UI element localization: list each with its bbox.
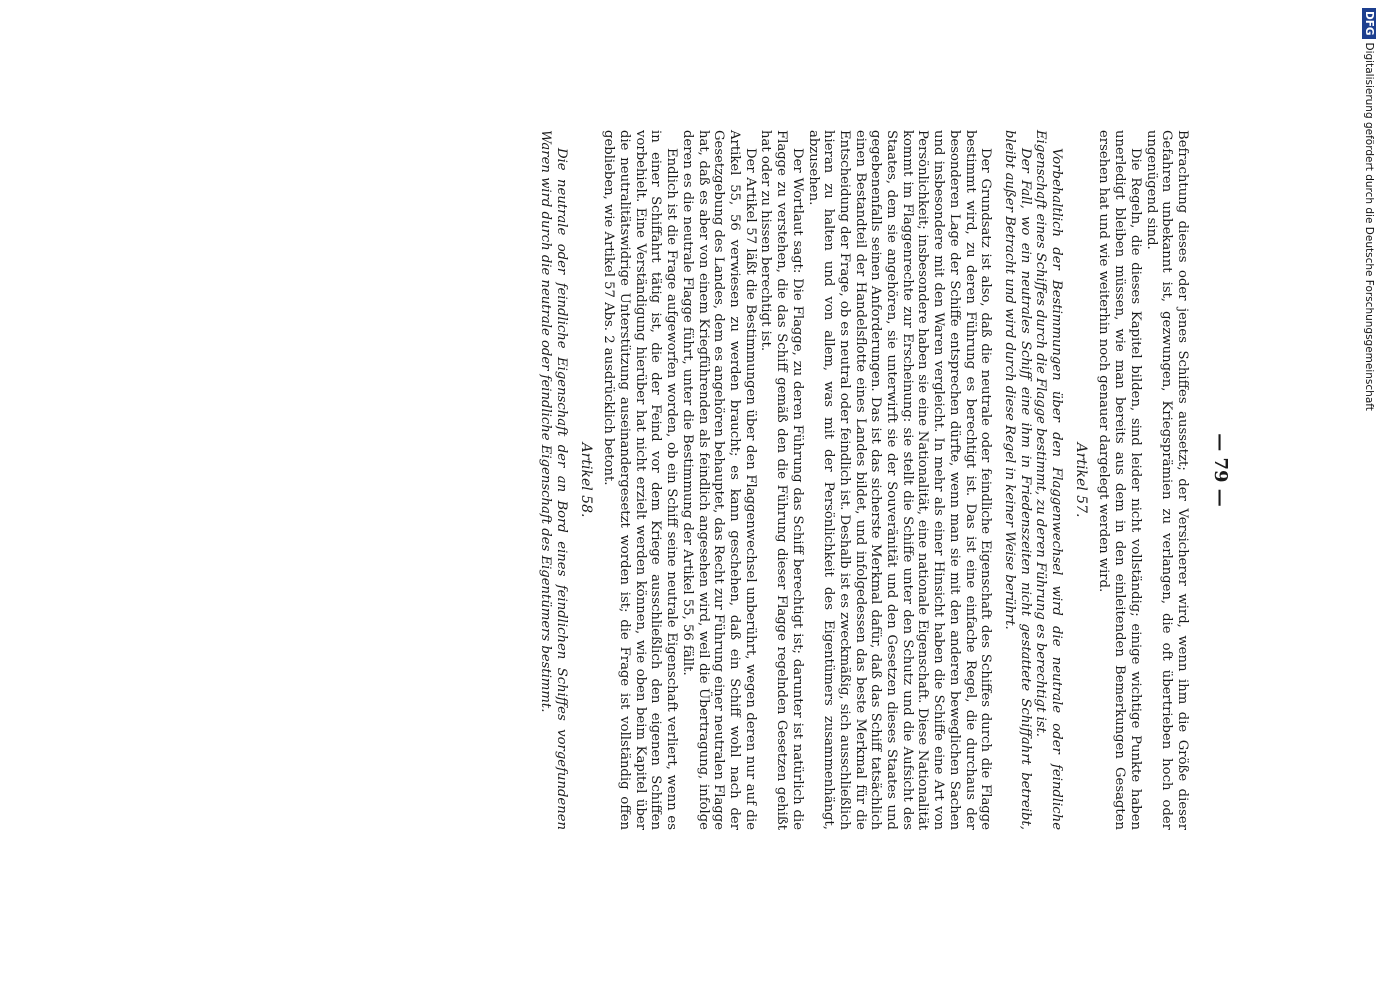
page-number-header: — 79 — [1210, 433, 1231, 507]
paragraph: Befrachtung dieses oder jenes Schiffes aussetzt; der Versicherer wird, wenn ihm die Größe dieser Gefahren unbekannt ist, gezwungen, Kriegsprämien zu verlangen, die oft übertrieben hoch oder ungenügend sind. [1143, 130, 1190, 830]
article-58-rule: Die neutrale oder feindliche Eigenschaft der an Bord eines feindlichen Schiffes vorgefundenen Waren wird durch die neutrale oder feindliche Eigenschaft des Eigentümers bestimmt. [538, 130, 569, 830]
paragraph: Die Regeln, die dieses Kapitel bilden, sind leider nicht vollständig; einige wichtige Punkte haben unerledigt bleiben müssen, wie man bereits aus dem in den einleitenden Bemerkungen Gesagten ersehen hat und wie weiterhin noch genauer dargelegt werden wird. [1096, 130, 1143, 830]
article-57-rule-1: Vorbehaltlich der Bestimmungen über den Flaggenwechsel wird die neutrale oder feindliche Eigenschaft eines Schiffes durch die Flagge bestimmt, zu deren Führung es berechtigt ist. [1033, 130, 1065, 830]
dfg-logo: DFG [1362, 8, 1376, 39]
page-body [538, 130, 1190, 830]
article-58-title: Artikel 58. [577, 442, 594, 518]
article-57-rule-2: Der Fall, wo ein neutrales Schiff eine ihm in Friedenszeiten nicht gestattete Schiffahrt betreibt, bleibt außer Betracht und wird durch diese Regel in keiner Weise berührt. [1001, 130, 1033, 830]
article-57-commentary: Endlich ist die Frage aufgeworfen worden, ob ein Schiff seine neutrale Eigenschaft verliert, wenn es in einer Schiffahrt tätig ist, die der Feind vor dem Kriege ausschließlich den eigenen Schiffen vorbehielt. Eine Verständigung hierüber hat nicht erzielt werden können, wie oben beim Kapitel über die neutralitätswidrige Unterstützung auseinandergesetzt worden ist; die Frage ist vollständig offen geblieben, wie Artikel 57 Abs. 2 ausdrücklich betont. [601, 130, 680, 830]
article-57-commentary: Der Artikel 57 läßt die Bestimmungen über den Flaggenwechsel unberührt, wegen deren nur auf die Artikel 55, 56 verwiesen zu werden braucht; es kann geschehen, daß ein Schiff wohl nach der Gesetzgebung des Landes, dem es angehören behauptet, das Recht zur Führung einer neutralen Flagge hat, daß es aber von einem Kriegführenden als feindlich angesehen wird, weil die Übertragung, infolge deren es die neutrale Flagge führt, unter die Bestimmung der Artikel 55, 56 fällt. [679, 130, 758, 830]
digitization-credit [1359, 8, 1379, 988]
article-57-commentary: Der Wortlaut sagt: Die Flagge, zu deren Führung das Schiff berechtigt ist; darunter ist natürlich die Flagge zu verstehen, die das Schiff gemäß den die Führung dieser Flagge regelnden Gesetzen gehißt hat oder zu hissen berechtigt ist. [758, 130, 805, 830]
article-57-commentary: Der Grundsatz ist also, daß die neutrale oder feindliche Eigenschaft des Schiffes durch die Flagge bestimmt wird, zu deren Führung es berechtigt ist. Das ist eine einfache Regel, die durchaus der besonderen Lage der Schiffe entsprechen dürfte, wenn man sie mit den anderen beweglichen Sachen und insbesondere mit den Waren vergleicht. In mehr als einer Hinsicht haben die Schiffe eine Art von Persönlichkeit; insbesondere haben sie eine Nationalität, eine nationale Eigenschaft. Diese Nationalität kommt im Flaggenrechte zur Erscheinung: sie stellt die Schiffe unter den Schutz und die Aufsicht des Staates, dem sie angehören, sie unterwirft sie der Souveränität und den Gesetzen dieses Staates und gegebenenfalls seinen Anforderungen. Das ist das sicherste Merkmal dafür, daß das Schiff tatsächlich einen Bestandteil der Handelsflotte eines Landes bildet, und infolgedessen das beste Merkmal für die Entscheidung der Frage, ob es neutral oder feindlich ist. Deshalb ist es zweckmäßig, sich ausschließlich hieran zu halten und von allem, was mit der Persönlichkeit des Eigentümers zusammenhängt, abzusehen. [805, 130, 994, 830]
scanned-page [120, 110, 1240, 830]
digitization-credit-text [1359, 8, 1379, 988]
article-57-title: Artikel 57. [1072, 442, 1089, 518]
credit-label: Digitalisierung gefördert durch die Deutsche Forschungsgemeinschaft [1363, 42, 1375, 411]
